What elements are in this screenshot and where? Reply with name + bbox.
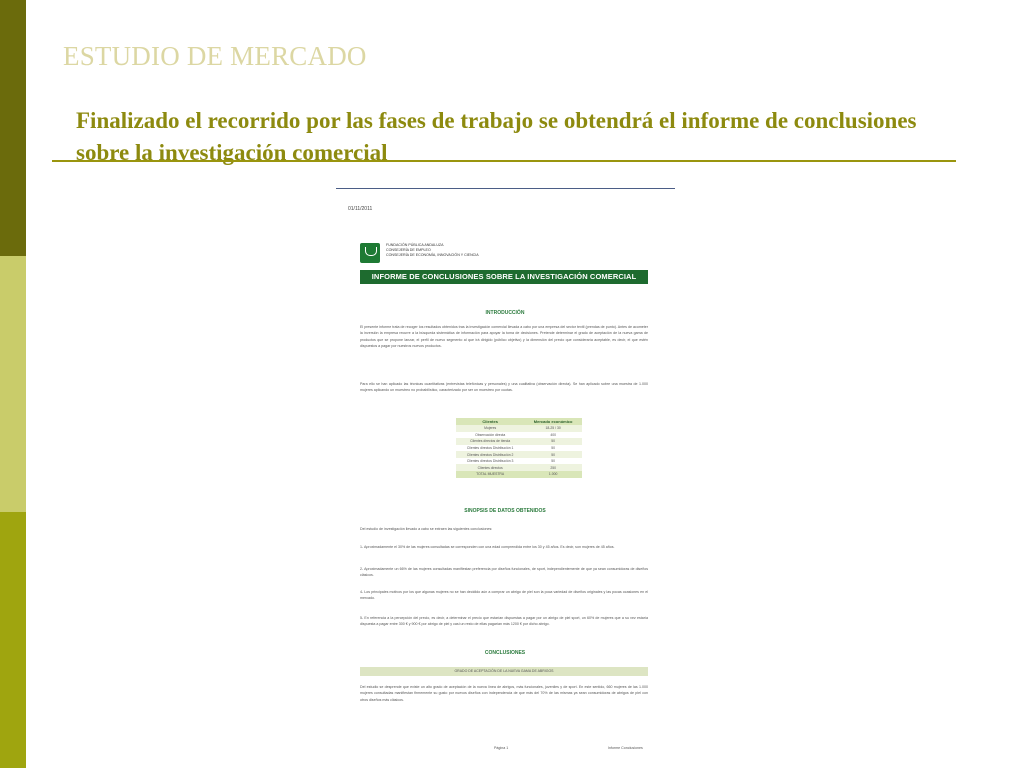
org-line: CONSEJERÍA DE EMPLEO bbox=[386, 248, 431, 252]
sinopsis-paragraph-2: 2- Aproximadamente un 66% de las mujeres consultadas manifiestan preferencia por diseños funcionales, de sport, independientemente de que ya sean consumidoras de diseños clásicos. bbox=[360, 567, 648, 578]
document-thumbnail bbox=[336, 188, 676, 766]
junta-logo-icon bbox=[360, 243, 380, 263]
left-bar-bottom bbox=[0, 512, 26, 768]
intro-paragraph-1: El presente informe trata de recoger los resultados obtenidos tras la investigación comercial llevada a cabo por una empresa del sector textil (prendas de punto). Antes de acometer la inversión la empresa recurre a la búsqueda sistemática de información para apoyar la toma de decisiones. Pretende determinar el grado de aceptación de la nueva gama de productos que se propone lanzar, el perfil de nuevo segmento al que irá dirigido (público objetivo) y la dimensión del precio que consideraría aceptable, es decir, el que estén dispuestos a pagar por nuestros nuevos productos. bbox=[360, 325, 648, 348]
document-date: 01/11/2011 bbox=[348, 206, 373, 212]
sinopsis-paragraph-1: 1- Aproximadamente el 30% de las mujeres consultadas se corresponden con una edad comprendida entre los 30 y 45 años. Es decir, son mujeres de 45 años. bbox=[360, 545, 615, 549]
org-line: CONSEJERÍA DE ECONOMÍA, INNOVACIÓN Y CIENCIA bbox=[386, 253, 479, 257]
table-header: Mercado económico bbox=[524, 418, 582, 425]
table-header: Clientes bbox=[456, 418, 524, 425]
document-org bbox=[386, 243, 526, 258]
left-bar-middle bbox=[0, 256, 26, 512]
slide-subtitle: Finalizado el recorrido por las fases de trabajo se obtendrá el informe de conclusiones sobre la investigación comercial bbox=[76, 108, 917, 165]
table-row: Clientes directos de tienda 50 bbox=[456, 438, 582, 445]
sinopsis-paragraph-3: 4- Los principales motivos por los que algunas mujeres no se han decidido aún a comprar un abrigo de piel son la poca variedad de diseños originales y las pocas ocasiones en el mercado. bbox=[360, 590, 648, 601]
sinopsis-paragraph-4: 5- En referencia a la percepción del precio, es decir, a determinar el precio que estarían dispuestas a pagar por un abrigo de piel sport, un 60% de mujeres que a su vez estaría dispuesta a pagar entre 300 € y 900 € por abrigo de piel y casi un resto de ellas pagarían más 1200 € por dicho abrigo. bbox=[360, 616, 648, 627]
intro-heading: INTRODUCCIÓN bbox=[485, 310, 525, 316]
sample-table bbox=[456, 418, 582, 478]
conclusiones-heading: CONCLUSIONES bbox=[484, 650, 526, 656]
table-row: Clientes directos Distribución 2 50 bbox=[456, 451, 582, 458]
table-row: Clientes directos Distribución 3 50 bbox=[466, 459, 556, 464]
conclusiones-paragraph: Del estudio se desprende que existe un alto grado de aceptación de la nueva línea de abrigos, más funcionales, juveniles y de sport. En este sentido, 660 mujeres de las 1.000 mujeres consultadas manifiestan firmemente su gusto por nuevos diseños con independencia de que más del 70% de las mismas ya sean consumidoras de abrigos de piel con otros diseños más clásicos. bbox=[360, 685, 648, 702]
sinopsis-paragraph-0: Del estudio de investigación llevado a cabo se extraen las siguientes conclusiones: bbox=[360, 527, 493, 531]
document-banner: INFORME DE CONCLUSIONES SOBRE LA INVESTIGACIÓN COMERCIAL bbox=[360, 270, 648, 284]
table-row: Clientes directos 250 bbox=[456, 464, 582, 471]
document-footer-title: Informe Conclusiones bbox=[608, 746, 643, 750]
document-footer-page: Página 1 bbox=[494, 746, 509, 750]
intro-paragraph-2: Para ello se han aplicado las técnicas cuantitativas (entrevistas telefónicas y personales) y una cualitativa (observación directa). Se han aplicado sobre una muestra de 1.000 mujeres aplicando un muestreo no probabilístico, caracterizado por ser un muestreo por cuotas. bbox=[360, 382, 648, 393]
slide-title: ESTUDIO DE MERCADO bbox=[63, 41, 367, 71]
org-line: FUNDACIÓN PÚBLICA ANDALUZA bbox=[386, 243, 444, 247]
sinopsis-heading: SINOPSIS DE DATOS OBTENIDOS bbox=[464, 508, 546, 514]
subtitle-underline bbox=[52, 160, 956, 162]
left-bar-top bbox=[0, 0, 26, 256]
table-total-row: TOTAL MUESTRA 1.000 bbox=[456, 471, 582, 478]
document-top-line bbox=[336, 188, 675, 189]
conclusiones-band: GRADO DE ACEPTACIÓN DE LA NUEVA GAMA DE ABRIGOS bbox=[360, 667, 648, 676]
table-row: Clientes directos Distribución 1 50 bbox=[466, 445, 556, 450]
table-row: Observación directa 400 bbox=[475, 432, 556, 437]
table-row: Mujeres 18-25 / 30 bbox=[456, 425, 582, 432]
